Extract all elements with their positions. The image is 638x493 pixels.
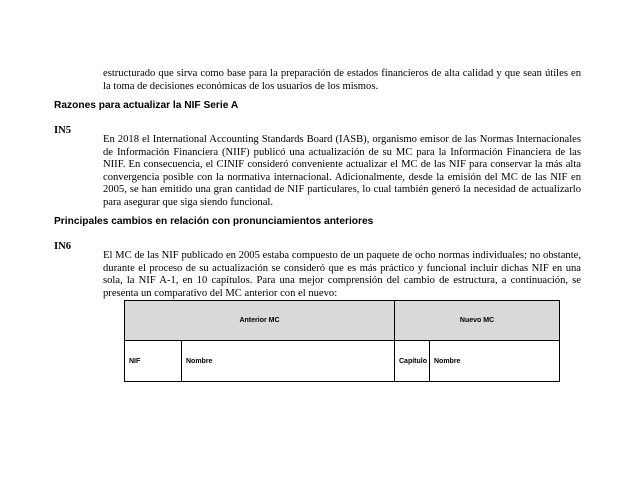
header-anterior-mc: Anterior MC	[125, 301, 395, 341]
intro-paragraph: estructurado que sirva como base para la preparación de estados financieros de alta calidad y que sean útiles en la toma de decisiones económicas de los usuarios de los mismos.	[103, 68, 581, 92]
comparison-table	[124, 300, 560, 382]
col-nombre-anterior: Nombre	[182, 341, 395, 382]
header-nuevo-mc: Nuevo MC	[395, 301, 560, 341]
section-heading-razones: Razones para actualizar la NIF Serie A	[54, 100, 239, 111]
col-nombre-nuevo: Nombre	[430, 341, 560, 382]
paragraph-label-in5: IN5	[54, 125, 72, 136]
col-nif: NIF	[125, 341, 182, 382]
paragraph-label-in6: IN6	[54, 241, 72, 252]
table-header-row	[125, 301, 560, 341]
table-subheader-row	[125, 341, 560, 382]
paragraph-in5: En 2018 el International Accounting Standards Board (IASB), organismo emisor de las Normas Internacionales de Información Financiera (NIIF) publicó una actualización de su MC para la Información Financiera de las NIIF. En consecuencia, el CINIF consideró conveniente actualizar el MC de las NIF para conservar la más alta convergencia posible con la normativa internacional. Adicionalmente, desde la emisión del MC de las NIF en 2005, se han emitido una gran cantidad de NIF particulares, lo cual también generó la necesidad de actualizarlo para asegurar que siga siendo funcional.	[103, 134, 581, 208]
paragraph-in6: El MC de las NIF publicado en 2005 estaba compuesto de un paquete de ocho normas individuales; no obstante, durante el proceso de su actualización se consideró que es más práctico y funcional incluir dichas NIF en una sola, la NIF A-1, en 10 capítulos. Para una mejor comprensión del cambio de estructura, a continuación, se presenta un comparativo del MC anterior con el nuevo:	[103, 250, 581, 299]
section-heading-cambios: Principales cambios en relación con pronunciamientos anteriores	[54, 216, 374, 227]
col-capitulo: Capítulo	[395, 341, 430, 382]
